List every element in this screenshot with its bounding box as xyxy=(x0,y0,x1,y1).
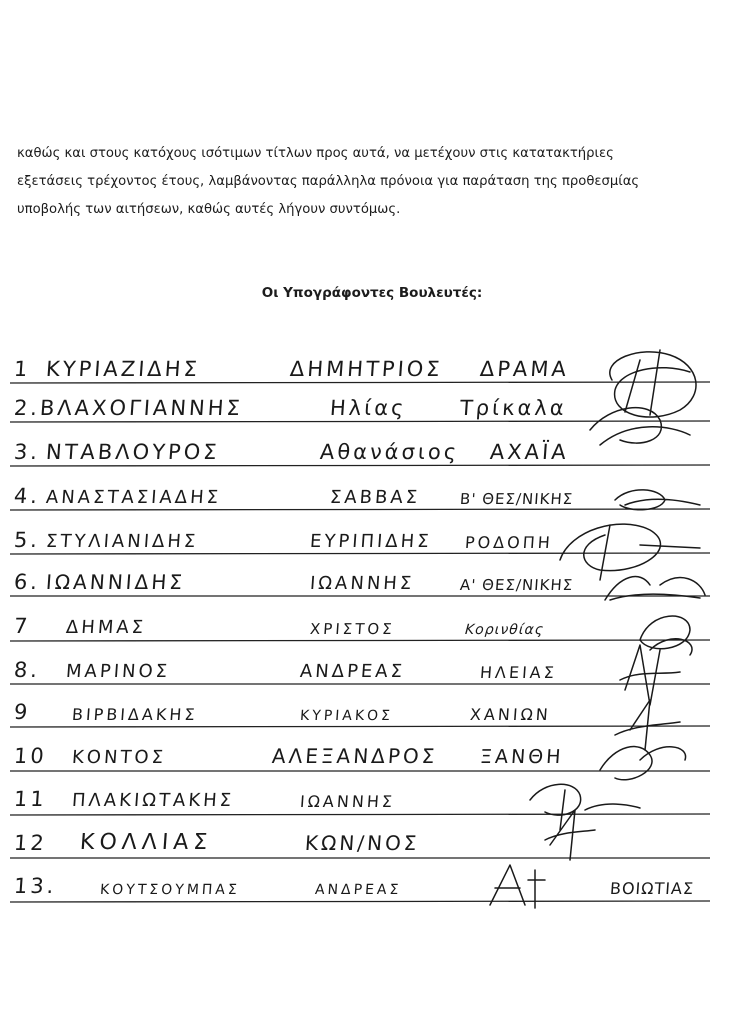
row-number: 1 xyxy=(13,357,32,381)
region: Κορινθίας xyxy=(464,622,545,638)
signature-scribble-icon xyxy=(600,747,686,780)
surname: ΚΟΛΛΙΑΣ xyxy=(79,830,214,855)
row-number: 7 xyxy=(13,614,32,638)
region: ΗΛΕΙΑΣ xyxy=(479,663,558,682)
surname: ΚΥΡΙΑΖΙΔΗΣ xyxy=(45,357,201,381)
surname: ΙΩΑΝΝΙΔΗΣ xyxy=(45,570,186,594)
signature-scribble-icon xyxy=(640,616,692,655)
row-number: 13. xyxy=(13,874,58,898)
surname: ΔΗΜΑΣ xyxy=(65,617,147,638)
surname: ΜΑΡΙΝΟΣ xyxy=(65,661,171,682)
paragraph-line: εξετάσεις τρέχοντος έτους, λαμβάνοντας παράλληλα πρόνοια για παράταση της προθεσμίας xyxy=(17,174,640,189)
region: Α' ΘΕΣ/ΝΙΚΗΣ xyxy=(459,576,574,594)
region: ΞΑΝΘΗ xyxy=(479,746,565,768)
given-name: ΙΩΑΝΝΗΣ xyxy=(309,573,415,594)
surname: ΣΤΥΛΙΑΝΙΔΗΣ xyxy=(45,531,200,552)
surname: ΒΙΡΒΙΔΑΚΗΣ xyxy=(71,705,199,724)
region: Β' ΘΕΣ/ΝΙΚΗΣ xyxy=(459,490,574,508)
signature-scribble-icon xyxy=(620,645,680,705)
surname: ΠΛΑΚΙΩΤΑΚΗΣ xyxy=(71,790,235,811)
signatories-heading: Οι Υπογράφοντες Βουλευτές: xyxy=(261,285,483,301)
row-number: 3. xyxy=(13,440,41,464)
row-number: 9 xyxy=(13,700,32,724)
given-name: ΔΗΜΗΤΡΙΟΣ xyxy=(289,357,444,381)
given-name: ΑΛΕΞΑΝΔΡΟΣ xyxy=(271,744,439,768)
row-number: 12 xyxy=(13,831,48,855)
given-name: ΑΝΔΡΕΑΣ xyxy=(299,661,406,682)
surname: ΑΝΑΣΤΑΣΙΑΔΗΣ xyxy=(45,487,222,508)
signature-scribble-icon xyxy=(615,490,700,510)
region: ΡΟΔΟΠΗ xyxy=(464,533,554,552)
row-number: 5. xyxy=(13,528,41,552)
given-name: ΙΩΑΝΝΗΣ xyxy=(299,792,396,811)
signature-scribble-icon xyxy=(560,524,700,580)
given-name: ΕΥΡΙΠΙΔΗΣ xyxy=(309,531,433,552)
row-number: 11 xyxy=(13,787,48,811)
given-name: ΑΝΔΡΕΑΣ xyxy=(314,882,402,898)
row-number: 4. xyxy=(13,484,41,508)
row-number: 8. xyxy=(13,658,41,682)
signature-scribble-icon xyxy=(490,865,545,908)
row-number: 6. xyxy=(13,570,41,594)
given-name: Ηλίας xyxy=(329,396,408,420)
region: Τρίκαλα xyxy=(459,396,568,420)
surname: ΝΤΑΒΛΟΥΡΟΣ xyxy=(45,440,221,464)
region: ΒΟΙΩΤΙΑΣ xyxy=(609,879,695,898)
signature-scribble-icon xyxy=(545,810,595,860)
region: ΔΡΑΜΑ xyxy=(479,357,570,381)
paragraph-line: καθώς και στους κατόχους ισότιμων τίτλων προς αυτά, να μετέχουν στις κατατακτήριες xyxy=(17,146,614,161)
paragraph-line: υποβολής των αιτήσεων, καθώς αυτές λήγουν συντόμως. xyxy=(17,202,401,217)
region: ΑΧΑΪΑ xyxy=(489,440,570,464)
given-name: ΚΥΡΙΑΚΟΣ xyxy=(299,708,394,724)
region: ΧΑΝΙΩΝ xyxy=(469,705,552,724)
signature-scribble-icon xyxy=(530,784,640,830)
row-number: 2. xyxy=(13,396,41,420)
given-name: ΣΑΒΒΑΣ xyxy=(329,487,421,508)
signature-scribble-icon xyxy=(605,577,705,600)
given-name: ΚΩΝ/ΝΟΣ xyxy=(304,831,421,855)
row-number: 10 xyxy=(13,744,48,768)
signature-scribble-icon xyxy=(590,408,690,445)
surname: ΒΛΑΧΟΓΙΑΝΝΗΣ xyxy=(39,396,244,420)
surname: ΚΟΝΤΟΣ xyxy=(71,747,167,768)
given-name: Αθανάσιος xyxy=(319,440,461,464)
surname: ΚΟΥΤΣΟΥΜΠΑΣ xyxy=(99,882,241,898)
signature-scribble-icon xyxy=(615,700,680,750)
signature-scribble-icon xyxy=(610,350,696,417)
given-name: ΧΡΙΣΤΟΣ xyxy=(309,620,396,638)
